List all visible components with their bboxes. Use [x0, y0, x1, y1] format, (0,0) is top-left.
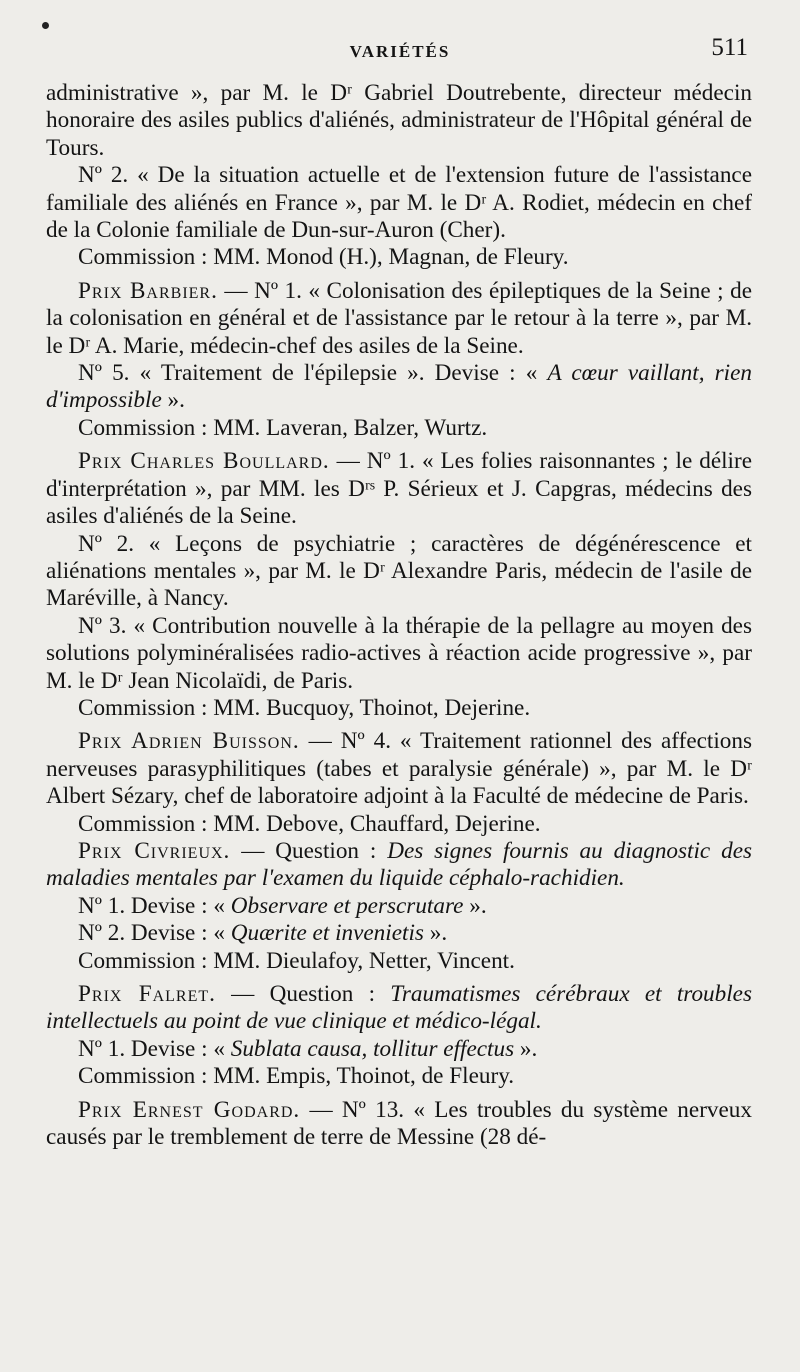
commission-boullard: Commission : MM. Bucquoy, Thoinot, Dejerine.	[78, 694, 531, 721]
prize-title: Prix Falret.	[78, 981, 216, 1007]
prize-title: Prix Charles Boullard.	[78, 448, 330, 475]
commission-barbier: Commission : MM. Laveran, Balzer, Wurtz.	[78, 414, 488, 441]
prize-godard-entry: Prix Ernest Godard. — Nº 13. « Les troubles du système nerveux causés par le tremblement de terre de Messine (28 dé-	[46, 1096, 752, 1151]
prize-civrieux-entry: Prix Civrieux. — Question : Des signes fournis au diagnostic des maladies mentales par l'examen du liquide céphalo-rachidien.	[46, 837, 753, 892]
prize-title: Prix Ernest Godard.	[78, 1096, 301, 1123]
boullard-n3: Nº 3. « Contribution nouvelle à la thérapie de la pellagre au moyen des solutions polyminéralisées radio-actives à réaction acide progressive », par M. le Dʳ Jean Nicolaïdi, de Paris.	[46, 612, 752, 694]
prize-falret-entry: Prix Falret. — Question : Traumatismes cérébraux et troubles intellectuels au point de vue clinique et médico-légal.	[46, 981, 752, 1035]
boullard-n2: Nº 2. « Leçons de psychiatrie ; caractères de dégénérescence et aliénations mentales », par M. le Dʳ Alexandre Paris, médecin de l'asile de Maréville, à Nancy.	[46, 530, 752, 612]
commission-monod: Commission : MM. Monod (H.), Magnan, de Fleury.	[78, 244, 569, 271]
commission-falret: Commission : MM. Empis, Thoinot, de Fleury.	[78, 1063, 515, 1090]
barbier-n5: Nº 5. « Traitement de l'épilepsie ». Devise : « A cœur vaillant, rien d'impossible ».	[46, 360, 752, 414]
prize-title: Prix Civrieux.	[78, 837, 231, 864]
commission-civrieux: Commission : MM. Dieulafoy, Netter, Vincent.	[78, 947, 515, 974]
margin-dot	[42, 22, 49, 29]
page-header	[0, 34, 800, 66]
running-head: VARIÉTÉS	[349, 42, 451, 61]
paragraph-n2-rodiet: Nº 2. « De la situation actuelle et de l'extension future de l'assistance familiale des aliénés en France », par M. le Dʳ A. Rodiet, médecin en chef de la Colonie familiale de Dun-sur-Auron (Cher).	[46, 162, 752, 244]
page-number: 511	[711, 34, 748, 61]
devise: Quærite et invenietis	[230, 920, 424, 947]
civrieux-n1: Nº 1. Devise : « Observare et perscrutare ».	[78, 892, 487, 919]
question: Des signes fournis au diagnostic des maladies mentales par l'examen du liquide céphalo-rachidien.	[46, 837, 753, 892]
devise: Sublata causa, tollitur effectus	[230, 1035, 515, 1062]
commission-buisson: Commission : MM. Debove, Chauffard, Dejerine.	[78, 810, 541, 837]
question: Traumatismes cérébraux et troubles intellectuels au point de vue clinique et médico-légal.	[46, 981, 752, 1035]
prize-buisson-entry: Prix Adrien Buisson. — Nº 4. « Traitement rationnel des affections nerveuses parasyphilitiques (tabes et paralysie générale) », par M. le Dʳ Albert Sézary, chef de laboratoire adjoint à la Faculté de médecine de Paris.	[46, 728, 752, 810]
prize-barbier-entry: Prix Barbier. — Nº 1. « Colonisation des épileptiques de la Seine ; de la colonisation en général et de l'assistance par le retour à la terre », par M. le Dʳ A. Marie, médecin-chef des asiles de la Seine.	[46, 277, 752, 359]
prize-boullard-entry: Prix Charles Boullard. — Nº 1. « Les folies raisonnantes ; le délire d'interprétation », par MM. les Dʳˢ P. Sérieux et J. Capgras, médecins des asiles d'aliénés de la Seine.	[46, 448, 753, 530]
devise: A cœur vaillant, rien d'impossible	[46, 360, 752, 414]
page-body	[46, 80, 752, 1151]
devise: Observare et perscrutare	[230, 892, 464, 919]
prize-title: Prix Adrien Buisson.	[78, 728, 300, 755]
civrieux-n2: Nº 2. Devise : « Quærite et invenietis ».	[78, 920, 448, 947]
prize-title: Prix Barbier.	[78, 277, 218, 304]
falret-n1: Nº 1. Devise : « Sublata causa, tollitur effectus ».	[78, 1035, 538, 1062]
paragraph-continuation: administrative », par M. le Dʳ Gabriel Doutrebente, directeur médecin honoraire des asiles publics d'aliénés, administrateur de l'Hôpital général de Tours.	[46, 80, 752, 161]
